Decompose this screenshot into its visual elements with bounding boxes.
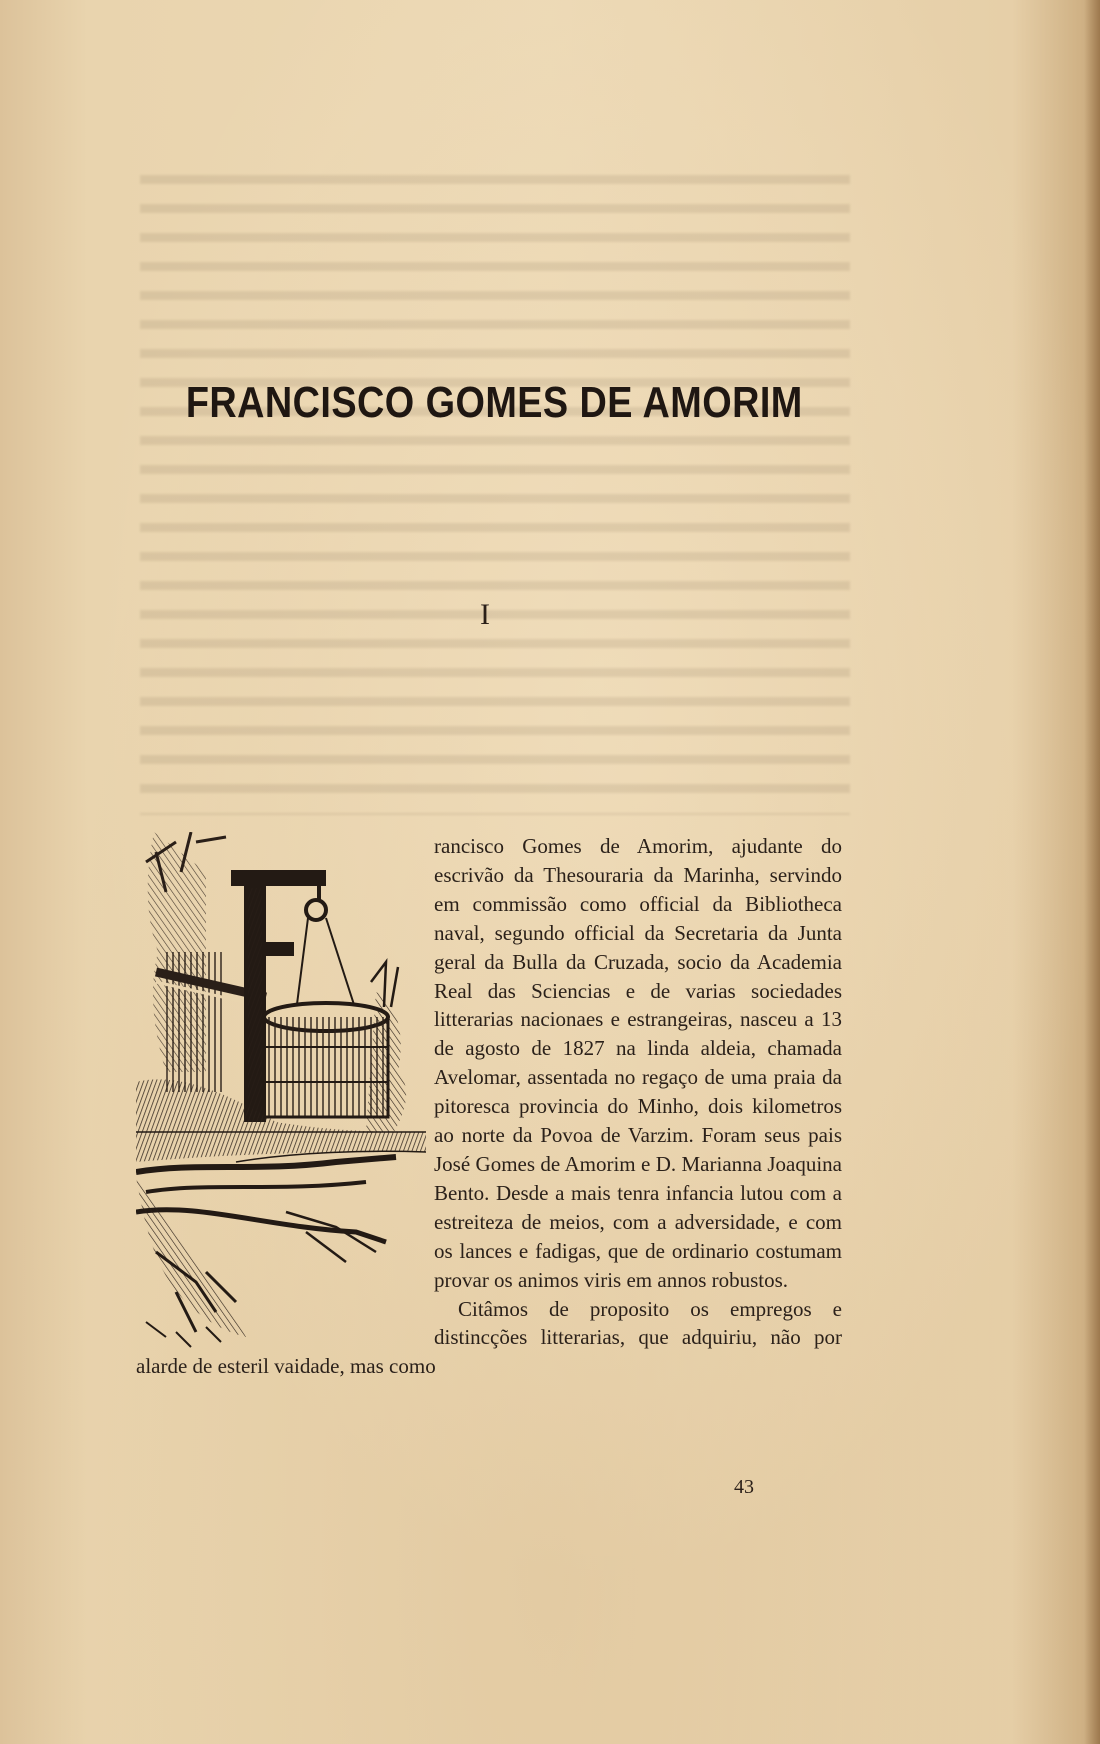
bleed-through-text — [140, 175, 850, 815]
page-number: 43 — [734, 1476, 754, 1498]
paragraph-2: Citâmos de proposito os empregos e distincções litterarias, que adquiriu, não por alarde de esteril vaidade, mas como — [136, 1296, 842, 1379]
paragraph-1: rancisco Gomes de Amorim, ajudante do escrivão da Thesouraria da Marinha, servindo em commissão como official da Bibliotheca naval, segundo official da Secretaria da Junta geral da Bulla da Cruzada, socio da Academia Real das Sciencias e de varias sociedades litterarias nacionaes e estrangeiras, nasceu a 13 de agosto de 1827 na linda aldeia, chamada Avelomar, assentada no regaço de uma praia da pitoresca provincia do Minho, dois kilometros ao norte da Povoa de Varzim. Foram seus pais José Gomes de Amorim e D. Marianna Joaquina Bento. Desde a mais tenra infancia lutou com a estreiteza de meios, com a adversidade, e com os lances e fadigas, que de ordinario costumam provar os animos viris em annos robustos. — [434, 834, 842, 1292]
body-text — [136, 832, 842, 1381]
section-number: I — [480, 598, 490, 631]
well-engraving-icon — [136, 832, 426, 1352]
page-title: FRANCISCO GOMES DE AMORIM — [185, 378, 803, 427]
